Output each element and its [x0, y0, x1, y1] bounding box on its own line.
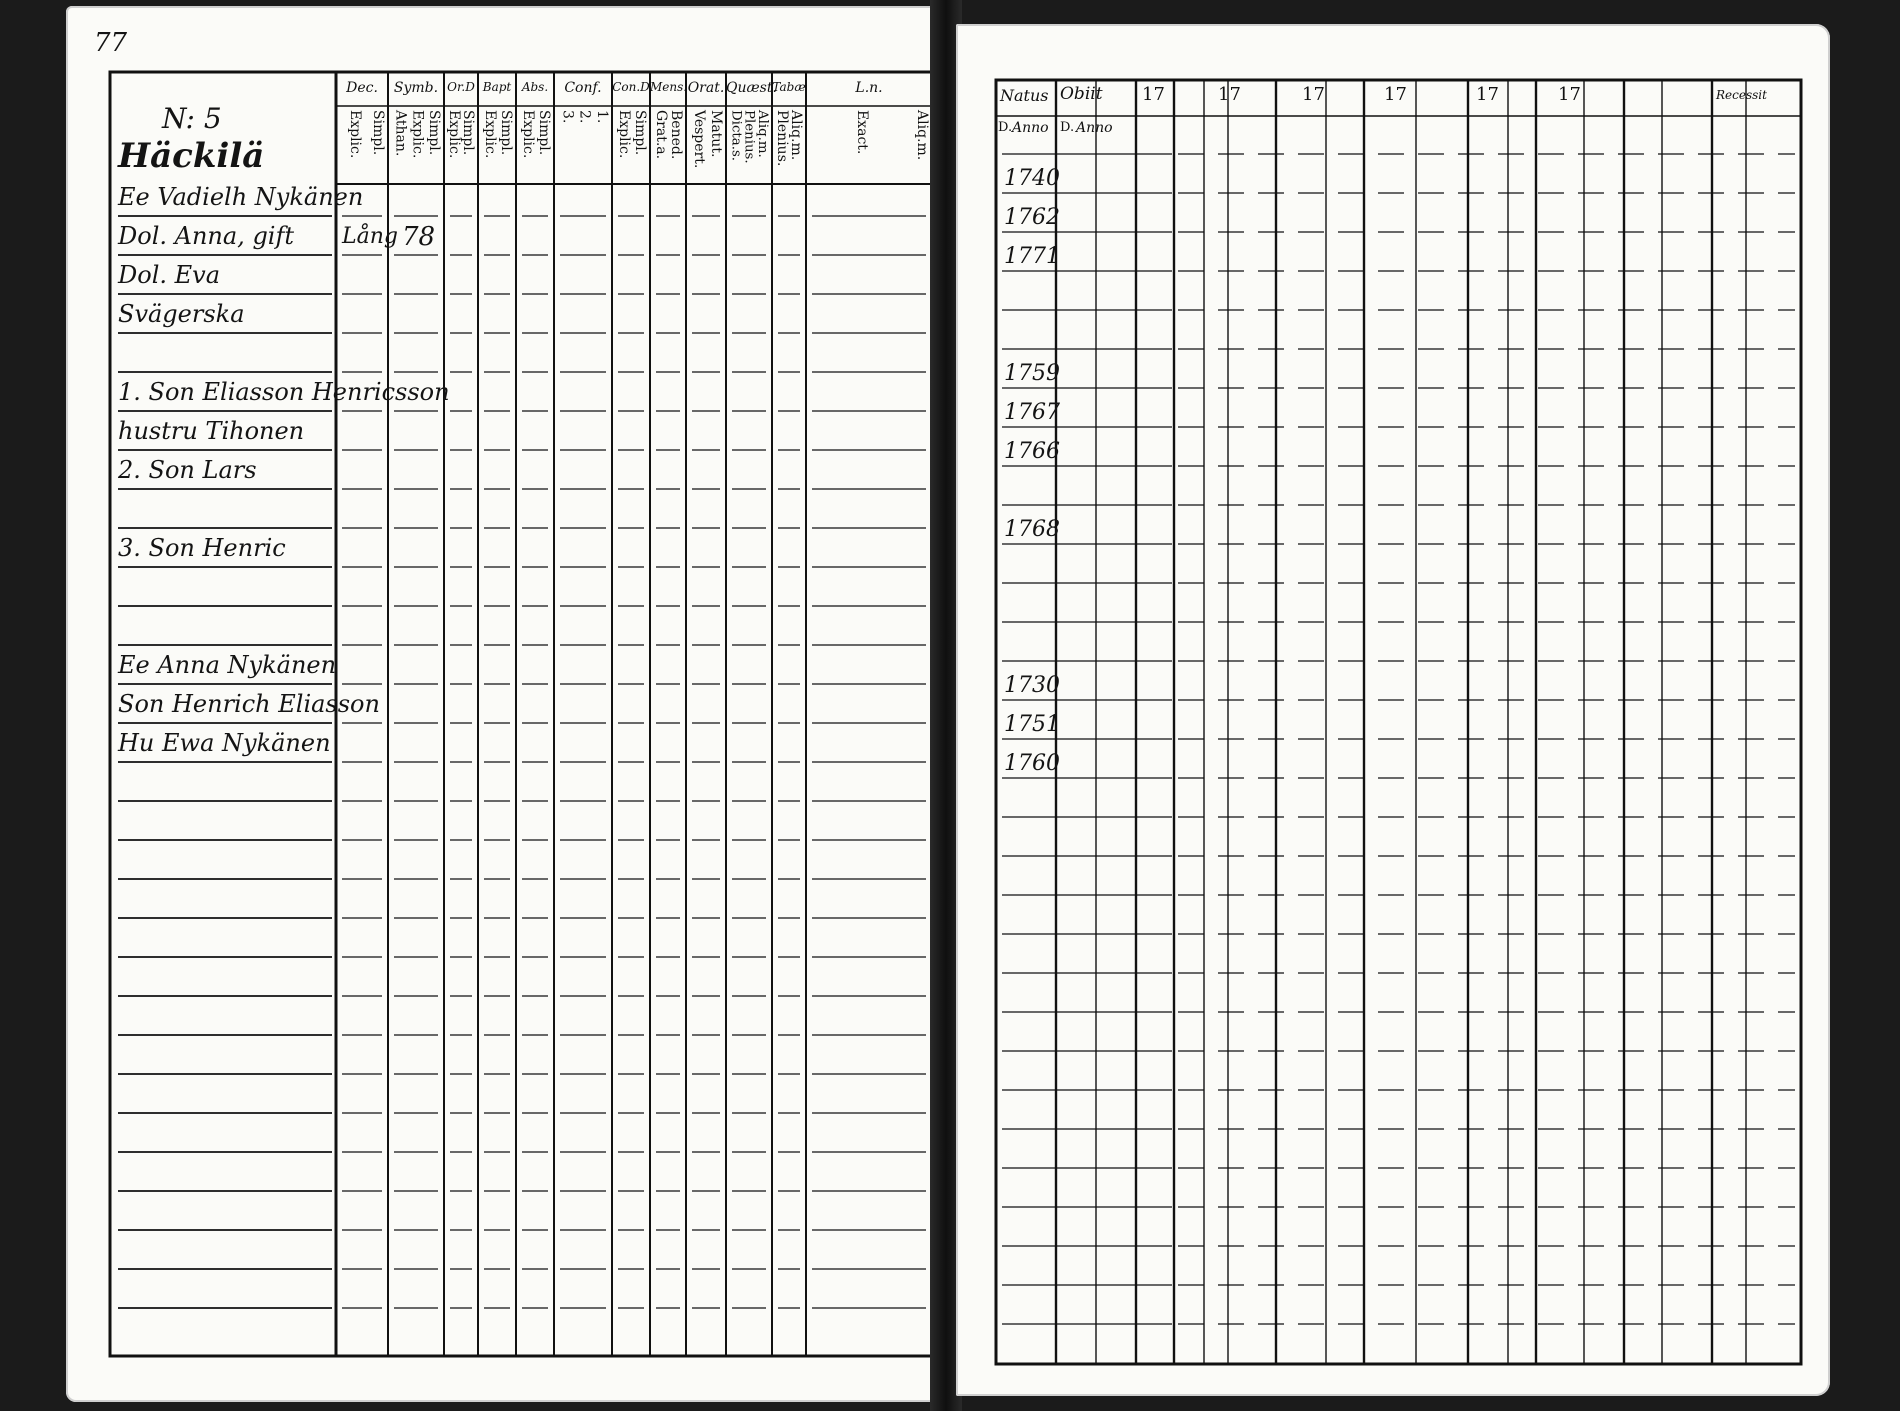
right-ruled-grid [956, 24, 1830, 1396]
birth-year: 1768 [1004, 517, 1060, 542]
column-subheader-label: 1. [593, 110, 610, 124]
birth-year: 1767 [1004, 400, 1060, 425]
birth-year: 1759 [1004, 361, 1060, 386]
column-subheader-label: Explic. [520, 110, 536, 159]
column-header-label: Dec. [346, 80, 378, 96]
column-header-label: Con.D [612, 80, 650, 94]
entry-name: 3. Son Henric [118, 534, 286, 562]
right-outer-border [996, 80, 1801, 1364]
column-subheader-label: Athan. [392, 110, 409, 157]
column-subheader-label: Simpl. [536, 110, 552, 156]
column-header-label: Bapt [482, 80, 512, 94]
column-header-label: Abs. [521, 80, 549, 94]
column-header-label: Orat. [687, 80, 725, 96]
birth-year: 1730 [1004, 673, 1060, 698]
column-subheader-label: Vespert. [691, 110, 707, 169]
obiit-year-header: Anno [1076, 120, 1113, 136]
birth-year: 1762 [1004, 205, 1060, 230]
recessit-header: Recessit [1716, 88, 1767, 102]
column-subheader-label: 2. [576, 110, 593, 124]
entry-name: 1. Son Eliasson Henricsson [118, 378, 450, 406]
column-header-label: Symb. [393, 80, 439, 96]
column-subheader-label: Explic. [482, 110, 498, 159]
column-subheader-label: Dicta.s. [728, 110, 744, 162]
column-subheader-label: Plenius. [741, 110, 757, 164]
year-column-header: 17 [1218, 84, 1241, 105]
column-subheader-label: Simpl. [425, 110, 442, 156]
column-subheader-label: Grat.a. [653, 110, 669, 160]
column-subheader-label: Simpl. [498, 110, 514, 156]
obiit-header: Obiit [1060, 84, 1103, 104]
column-subheader-label: Matut. [708, 110, 724, 158]
entry-name: Dol. Eva [118, 261, 221, 289]
column-subheader-label: 3. [559, 110, 576, 124]
column-subheader-label: Explic. [347, 110, 363, 159]
column-subheader-label: Aliq.m. [754, 110, 770, 158]
entry-name: hustru Tihonen [118, 417, 305, 445]
page-number: 77 [94, 28, 128, 58]
column-subheader-label: Explic. [616, 110, 632, 159]
right-register-page [956, 24, 1830, 1396]
column-header-label: L.n. [855, 80, 883, 96]
birth-year: 1740 [1004, 166, 1060, 191]
left-register-page [66, 6, 936, 1402]
column-subheader-label: Plenius. [774, 110, 790, 167]
column-subheader-label: Explic. [409, 110, 426, 159]
entry-mark: 78 [402, 222, 436, 252]
natus-day-header: D. [998, 120, 1013, 135]
entry-name: Ee Vadielh Nykänen [118, 183, 364, 211]
year-column-header: 17 [1476, 84, 1499, 105]
entry-name: Svägerska [118, 300, 245, 328]
column-header-label: Tabæ [772, 80, 806, 94]
year-column-header: 17 [1142, 84, 1165, 105]
birth-year: 1751 [1004, 712, 1060, 737]
column-header-label: Quæst. [726, 80, 777, 96]
birth-year: 1760 [1004, 751, 1060, 776]
natus-year-header: Anno [1012, 120, 1049, 136]
entry-annotation: Lång [342, 224, 398, 249]
column-header-label: Conf. [564, 80, 602, 96]
entry-name: 2. Son Lars [118, 456, 257, 484]
natus-header: Natus [1000, 86, 1049, 105]
obiit-day-header: D. [1060, 120, 1075, 135]
entry-name: Son Henrich Eliasson [118, 690, 380, 718]
column-subheader-label: Aliq.m. [914, 110, 930, 161]
column-subheader-label: Aliq.m. [788, 110, 804, 161]
birth-year: 1771 [1004, 244, 1060, 269]
column-subheader-label: Simpl. [370, 110, 386, 156]
column-subheader-label: Exact. [854, 110, 870, 155]
birth-year: 1766 [1004, 439, 1060, 464]
year-column-header: 17 [1558, 84, 1581, 105]
entry-name: Hu Ewa Nykänen [118, 729, 331, 757]
household-number: N: 5 [162, 102, 222, 135]
column-subheader-label: Simpl. [460, 110, 476, 156]
column-subheader-label: Simpl. [632, 110, 648, 156]
entry-name: Dol. Anna, gift [118, 222, 295, 250]
column-subheader-label: Explic. [446, 110, 462, 159]
year-column-header: 17 [1302, 84, 1325, 105]
household-name: Häckilä [118, 136, 265, 176]
column-header-label: Mens. [650, 80, 688, 94]
entry-name: Ee Anna Nykänen [118, 651, 337, 679]
column-header-label: Or.D [447, 80, 475, 94]
column-subheader-label: Bened. [668, 110, 684, 160]
year-column-header: 17 [1384, 84, 1407, 105]
